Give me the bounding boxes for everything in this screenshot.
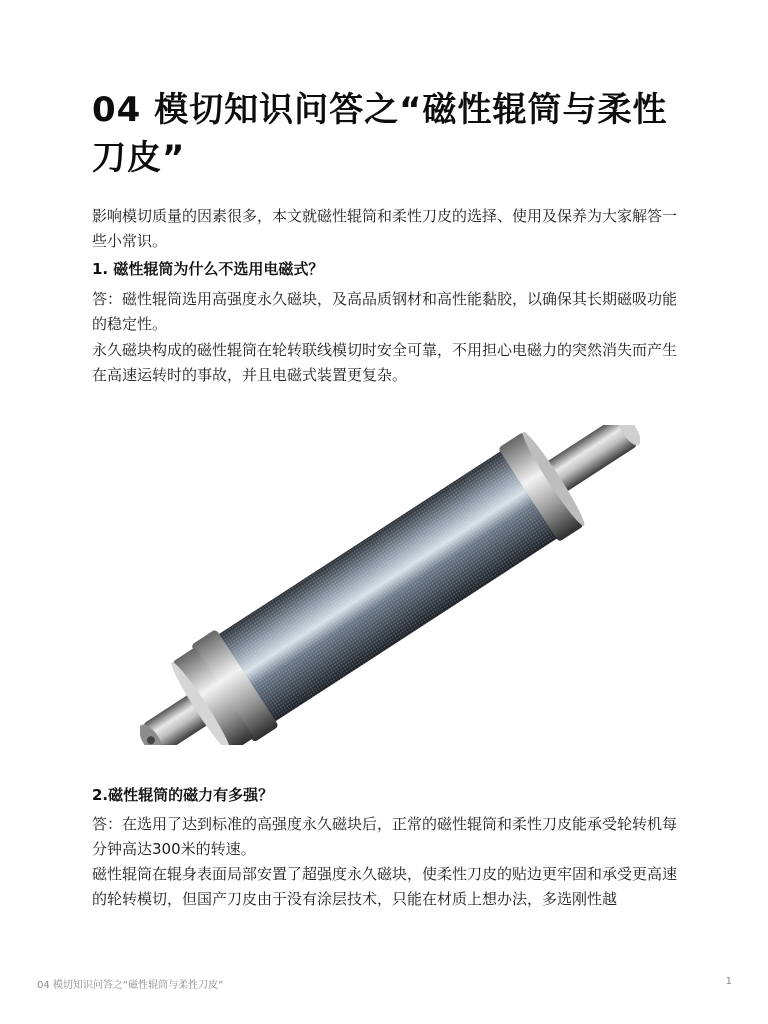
footer-title: 04 模切知识问答之“磁性辊筒与柔性刀皮” <box>37 980 224 991</box>
question-1-answer: 答：磁性辊筒选用高强度永久磁块，及高品质钢材和高性能黏胶，以确保其长期磁吸功能的稳定性。 <box>92 290 678 333</box>
magnetic-roller-photo <box>140 425 640 745</box>
question-1-heading: 1. 磁性辊筒为什么不选用电磁式？ <box>92 260 324 278</box>
page-number: 1 <box>725 976 732 987</box>
question-2-answer: 答：在选用了达到标准的高强度永久磁块后，正常的磁性辊筒和柔性刀皮能承受轮转机每分钟高达300米的转速。 <box>92 815 678 858</box>
page-title: 04 模切知识问答之“磁性辊筒与柔性刀皮” <box>92 90 668 178</box>
intro-paragraph: 影响模切质量的因素很多，本文就磁性辊筒和柔性刀皮的选择、使用及保养为大家解答一些小常识。 <box>92 207 678 250</box>
question-2-extra: 磁性辊筒在辊身表面局部安置了超强度永久磁块，使柔性刀皮的贴边更牢固和承受更高速的轮转模切，但国产刀皮由于没有涂层技术，只能在材质上想办法，多选刚性越 <box>92 865 678 908</box>
question-1-extra: 永久磁块构成的磁性辊筒在轮转联线模切时安全可靠，不用担心电磁力的突然消失而产生在高速运转时的事故，并且电磁式装置更复杂。 <box>92 341 678 384</box>
question-2-heading: 2.磁性辊筒的磁力有多强？ <box>92 786 274 804</box>
